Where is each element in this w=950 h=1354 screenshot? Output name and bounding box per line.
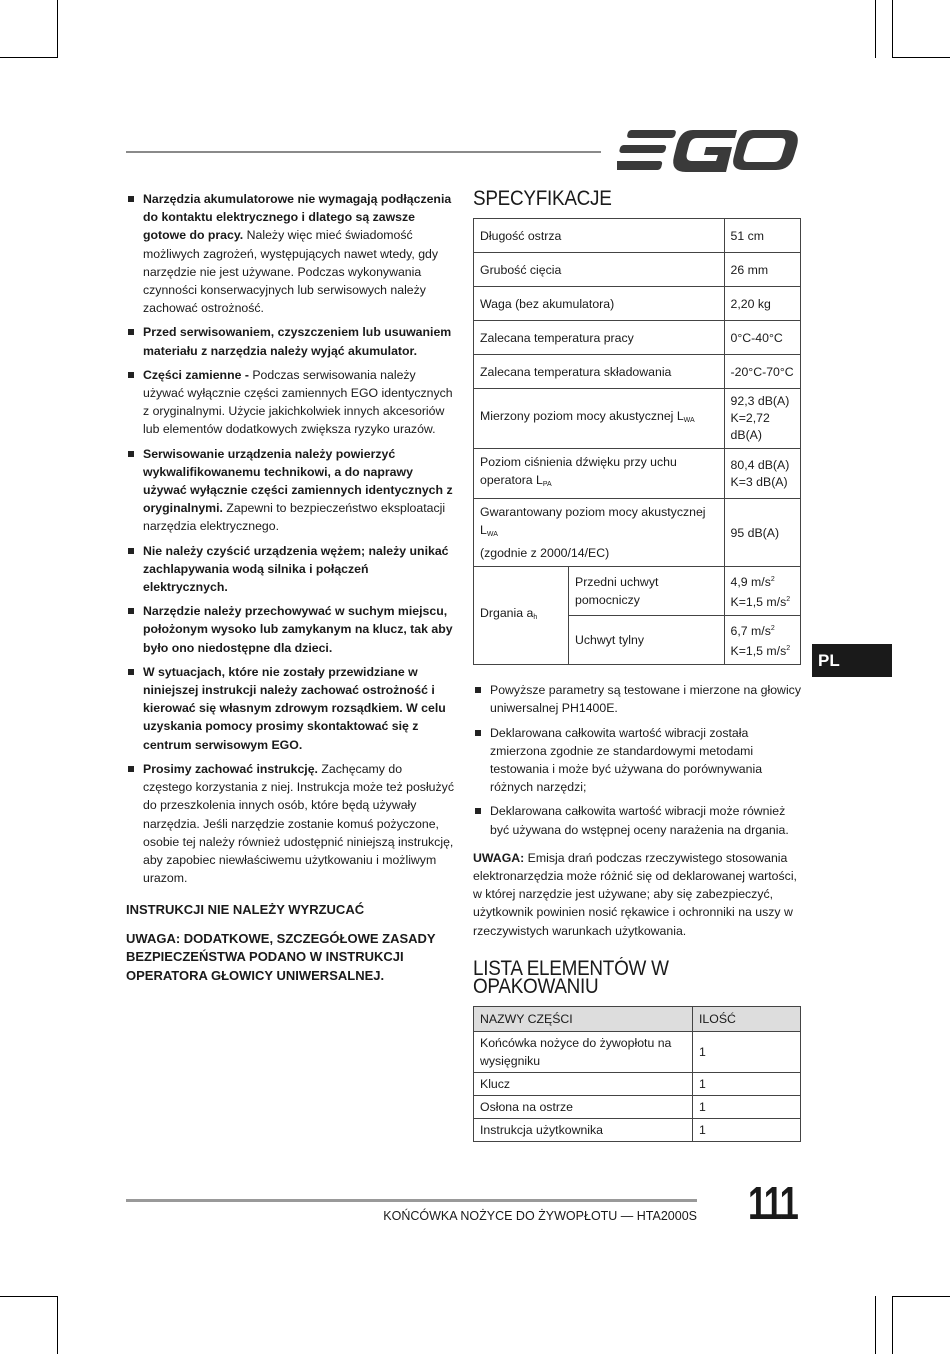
crop-mark (0, 1296, 58, 1297)
header-rule (126, 151, 601, 153)
table-row: Uchwyt tylny 6,7 $m/s^2$ K=1,5 $m/s^2$ (474, 616, 801, 665)
spec-title: SPECYFIKACJE (473, 187, 612, 210)
packing-table (473, 1006, 801, 1142)
notice-keep-manual: INSTRUKCJI NIE NALEŻY WYRZUCAĆ (126, 902, 365, 918)
note-bullet: Powyższe parametry są testowane i mierzone na głowicy uniwersalnej PH1400E. (473, 681, 803, 717)
safety-bullet: Narzędzia akumulatorowe nie wymagają podłączenia do kontaktu elektrycznego i dlatego są zawsze gotowe do pracy. Należy więc mieć świadomość możliwych zagrożeń, występujących nawet wtedy, gdy narzędzie nie jest używane. Podczas wykonywania czynności konserwacyjnych lub serwisowych należy zachować ostrożność. (126, 190, 454, 317)
table-row: Zalecana temperatura składowania -20°C-70°C (474, 355, 801, 389)
safety-bullet: Nie należy czyścić urządzenia wężem; należy unikać zachlapywania wodą silnika i połączeń elektrycznych. (126, 542, 454, 597)
crop-mark (892, 57, 950, 58)
table-row: Waga (bez akumulatora) 2,20 kg (474, 287, 801, 321)
safety-bullet: Serwisowanie urządzenia należy powierzyć wykwalifikowanemu technikowi, a do naprawy używać wyłącznie części zamiennych identycznych z oryginalnymi. Zapewni to bezpieczeństwo eksploatacji narzędzia elektrycznego. (126, 445, 454, 536)
footer-rule (126, 1199, 697, 1202)
table-row: Instrukcja użytkownika 1 (474, 1119, 801, 1142)
right-column (473, 187, 803, 1142)
table-row: Drgania $a_h$ Przedni uchwyt pomocniczy 4,9 $m/s^2$ K=1,5 $m/s^2$ (474, 567, 801, 616)
table-header-row: NAZWY CZĘŚCI ILOŚĆ (474, 1007, 801, 1032)
note-bullet: Deklarowana całkowita wartość wibracji może również być używana do wstępnej oceny narażenia na drgania. (473, 802, 803, 838)
spec-table (473, 218, 801, 665)
crop-mark (0, 57, 58, 58)
table-row: Mierzony poziom mocy akustycznej $L_{WA}$ 92,3 dB(A) K=2,72 dB(A) (474, 389, 801, 449)
table-row: Gwarantowany poziom mocy akustycznej $L_{WA}$ (zgodnie z 2000/14/EC) 95 dB(A) (474, 499, 801, 567)
crop-mark (892, 1296, 893, 1354)
page-number: 111 (748, 1177, 798, 1229)
crop-mark (57, 0, 58, 58)
safety-bullet: Narzędzie należy przechowywać w suchym miejscu, położonym wysoko lub zamykanym na klucz, tak aby było ono niedostępne dla dzieci. (126, 602, 454, 657)
crop-mark (57, 1296, 58, 1354)
left-column (126, 190, 454, 995)
ego-logo-icon (617, 128, 800, 172)
crop-mark (875, 1296, 876, 1354)
table-row: Długość ostrza 51 cm (474, 219, 801, 253)
crop-mark (892, 1296, 950, 1297)
note-bullet: Deklarowana całkowita wartość wibracji została zmierzona zgodnie ze standardowymi metodami testowania i może być używana do porównywania różnych narzędzi; (473, 724, 803, 797)
language-tab: PL (812, 644, 892, 677)
safety-bullet: Części zamienne - Podczas serwisowania należy używać wyłącznie części zamiennych EGO identycznych z oryginalnymi. Użycie jakichkolwiek innych akcesoriów lub elementów dodatkowych zwiększa ryzyko urazów. (126, 366, 454, 439)
packing-list-title: LISTA ELEMENTÓW W OPAKOWANIU (473, 956, 669, 999)
table-row: Grubość cięcia 26 mm (474, 253, 801, 287)
notice-additional-rules: UWAGA: DODATKOWE, SZCZEGÓŁOWE ZASADY BEZPIECZEŃSTWA PODANO W INSTRUKCJI OPERATORA GŁOWICY UNIWERSALNEJ. (126, 930, 436, 983)
table-row: Klucz 1 (474, 1073, 801, 1096)
table-row: Osłona na ostrze 1 (474, 1096, 801, 1119)
table-row: Poziom ciśnienia dźwięku przy uchu operatora $L_{PA}$ 80,4 dB(A) K=3 dB(A) (474, 449, 801, 499)
safety-bullet: Prosimy zachować instrukcję. Zachęcamy do częstego korzystania z niej. Instrukcja może też posłużyć do przeszkolenia innych osób, które będą używały narzędzia. Jeśli narzędzie zostanie komuś pożyczone, osobie tej należy również udostępnić niniejszą instrukcję, aby zapobiec niewłaściwemu użytkowaniu i możliwym urazom. (126, 760, 454, 887)
safety-bullet: Przed serwisowaniem, czyszczeniem lub usuwaniem materiału z narzędzia należy wyjąć akumulator. (126, 323, 454, 359)
table-row: Zalecana temperatura pracy 0°C-40°C (474, 321, 801, 355)
table-row: Końcówka nożyce do żywopłotu na wysięgniku 1 (474, 1032, 801, 1073)
footer-title: KOŃCÓWKA NOŻYCE DO ŻYWOPŁOTU — HTA2000S (383, 1209, 697, 1223)
safety-bullet: W sytuacjach, które nie zostały przewidziane w niniejszej instrukcji należy zachować ostrożność i kierować się własnym zdrowym rozsądkiem. W celu uzyskania pomocy prosimy skontaktować się z centrum serwisowym EGO. (126, 663, 454, 754)
crop-mark (875, 0, 876, 58)
crop-mark (892, 0, 893, 58)
emission-warning: UWAGA: Emisja drań podczas rzeczywistego stosowania elektronarzędzia może różnić się od deklarowanej wartości, w której narzędzie jest używane; aby się zabezpieczyć, użytkownik powinien nosić rękawice i ochronniki na uszy w rzeczywistych warunkach użytkowania. (473, 850, 797, 938)
